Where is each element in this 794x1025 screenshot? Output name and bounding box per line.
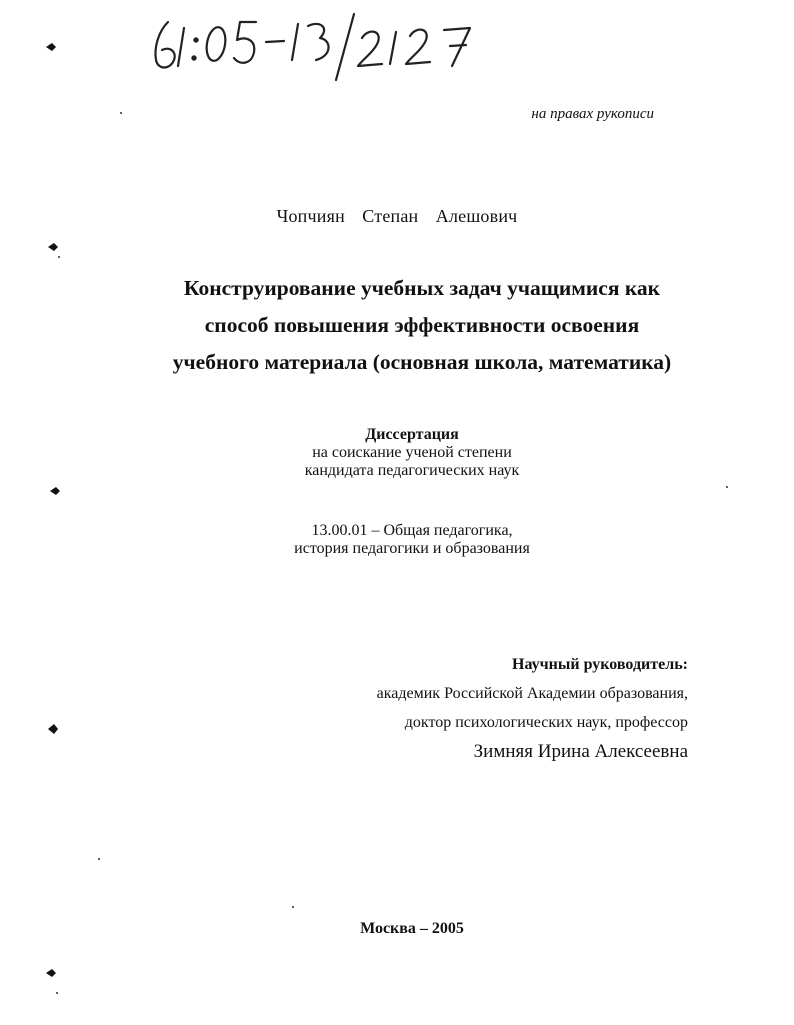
author-name: Чопчиян Степан Алешович bbox=[276, 206, 518, 226]
scan-mark-icon bbox=[44, 966, 58, 978]
supervisor-title-line: академик Российской Академии образования, bbox=[376, 685, 688, 702]
scan-mark-icon bbox=[46, 240, 60, 252]
dust-speck bbox=[98, 858, 100, 860]
scan-mark-icon bbox=[48, 484, 62, 496]
degree-line: кандидата педагогических наук bbox=[304, 462, 520, 479]
scan-mark-icon bbox=[46, 722, 60, 734]
dissertation-title bbox=[60, 270, 784, 381]
dust-speck bbox=[726, 486, 728, 488]
rights-note: на правах рукописи bbox=[531, 106, 654, 122]
title-line: способ повышения эффективности освоения bbox=[204, 313, 640, 337]
degree-line: на соискание ученой степени bbox=[312, 444, 512, 461]
dust-speck bbox=[58, 256, 60, 258]
degree-heading: Диссертация bbox=[365, 426, 459, 443]
specialty-line: 13.00.01 – Общая педагогика, bbox=[311, 522, 513, 539]
supervisor-block bbox=[377, 650, 688, 767]
city-year: Москва – 2005 bbox=[360, 920, 464, 937]
specialty-block bbox=[0, 522, 794, 558]
supervisor-name: Зимняя Ирина Алексеевна bbox=[473, 741, 688, 762]
archive-number-handwritten bbox=[148, 8, 508, 84]
specialty-line: история педагогики и образования bbox=[294, 540, 530, 557]
dust-speck bbox=[292, 906, 294, 908]
supervisor-title-line: доктор психологических наук, профессор bbox=[404, 714, 688, 731]
supervisor-label: Научный руководитель: bbox=[512, 656, 688, 673]
scan-mark-icon bbox=[44, 40, 58, 52]
title-line: Конструирование учебных задач учащимися как bbox=[183, 276, 661, 300]
title-line: учебного материала (основная школа, математика) bbox=[172, 350, 672, 374]
degree-block bbox=[0, 426, 794, 480]
dust-speck bbox=[120, 112, 122, 114]
dust-speck bbox=[56, 992, 58, 994]
